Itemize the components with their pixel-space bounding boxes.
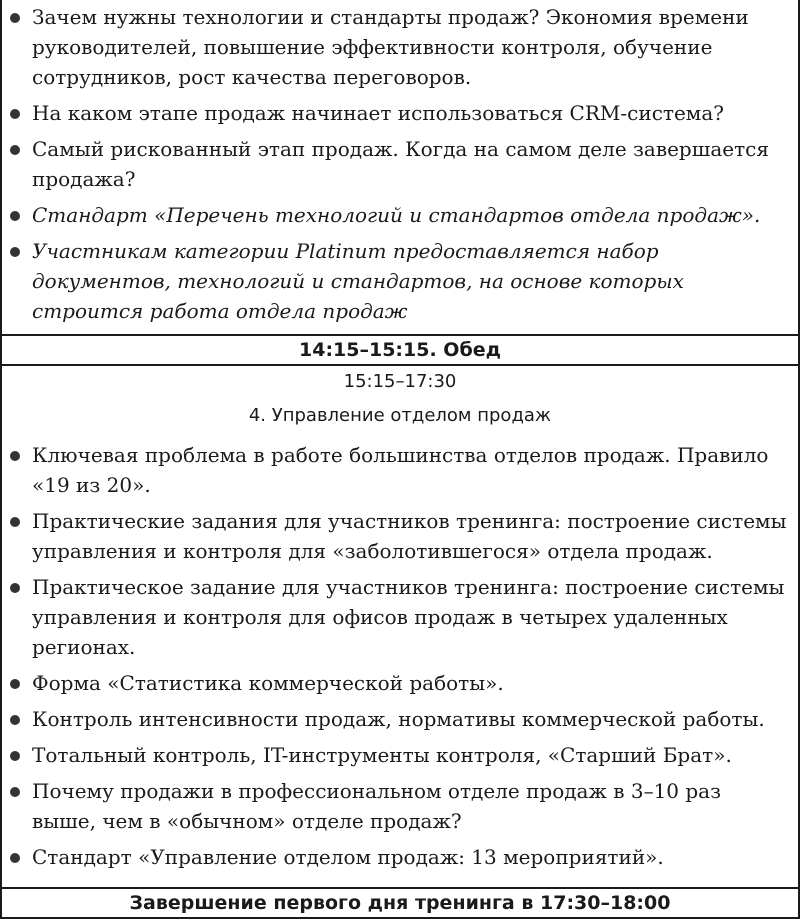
- list-item: Тотальный контроль, IT-инструменты контроля, «Старший Брат».: [2, 740, 798, 770]
- list-item: Стандарт «Перечень технологий и стандартов отдела продаж».: [2, 200, 798, 230]
- lunch-label: 14:15–15:15. Обед: [299, 339, 501, 361]
- list-item: Форма «Статистика коммерческой работы».: [2, 668, 798, 698]
- list-item: Контроль интенсивности продаж, нормативы коммерческой работы.: [2, 704, 798, 734]
- list-item: Зачем нужны технологии и стандарты продаж? Экономия времени руководителей, повышение эффективности контроля, обучение сотрудников, рост качества переговоров.: [2, 2, 798, 92]
- list-item: Ключевая проблема в работе большинства отделов продаж. Правило «19 из 20».: [2, 440, 798, 500]
- lunch-row: [2, 334, 798, 366]
- section-title: 4. Управление отделом продаж: [248, 405, 552, 426]
- list-item: На каком этапе продаж начинает использоваться CRM-система?: [2, 98, 798, 128]
- session-time: 15:15–17:30: [343, 371, 457, 392]
- list-item: Практические задания для участников тренинга: построение системы управления и контроля для «заболотившегося» отдела продаж.: [2, 506, 798, 566]
- topics-cell-sales-technologies: [2, 0, 798, 334]
- list-item: Самый рискованный этап продаж. Когда на самом деле завершается продажа?: [2, 134, 798, 194]
- day-end-label: Завершение первого дня тренинга в 17:30–18:00: [129, 892, 671, 914]
- list-item: Почему продажи в профессиональном отделе продаж в 3–10 раз выше, чем в «обычном» отделе продаж?: [2, 776, 798, 836]
- topics-cell-sales-management: [2, 366, 798, 887]
- topic-list: [2, 440, 798, 872]
- list-item: Стандарт «Управление отделом продаж: 13 мероприятий».: [2, 842, 798, 872]
- topic-list: [2, 0, 798, 326]
- list-item: Участникам категории Platinum предоставляется набор документов, технологий и стандартов, на основе которых строится работа отдела продаж: [2, 236, 798, 326]
- day-end-row: [2, 887, 798, 919]
- list-item: Практическое задание для участников тренинга: построение системы управления и контроля для офисов продаж в четырех удаленных регионах.: [2, 572, 798, 662]
